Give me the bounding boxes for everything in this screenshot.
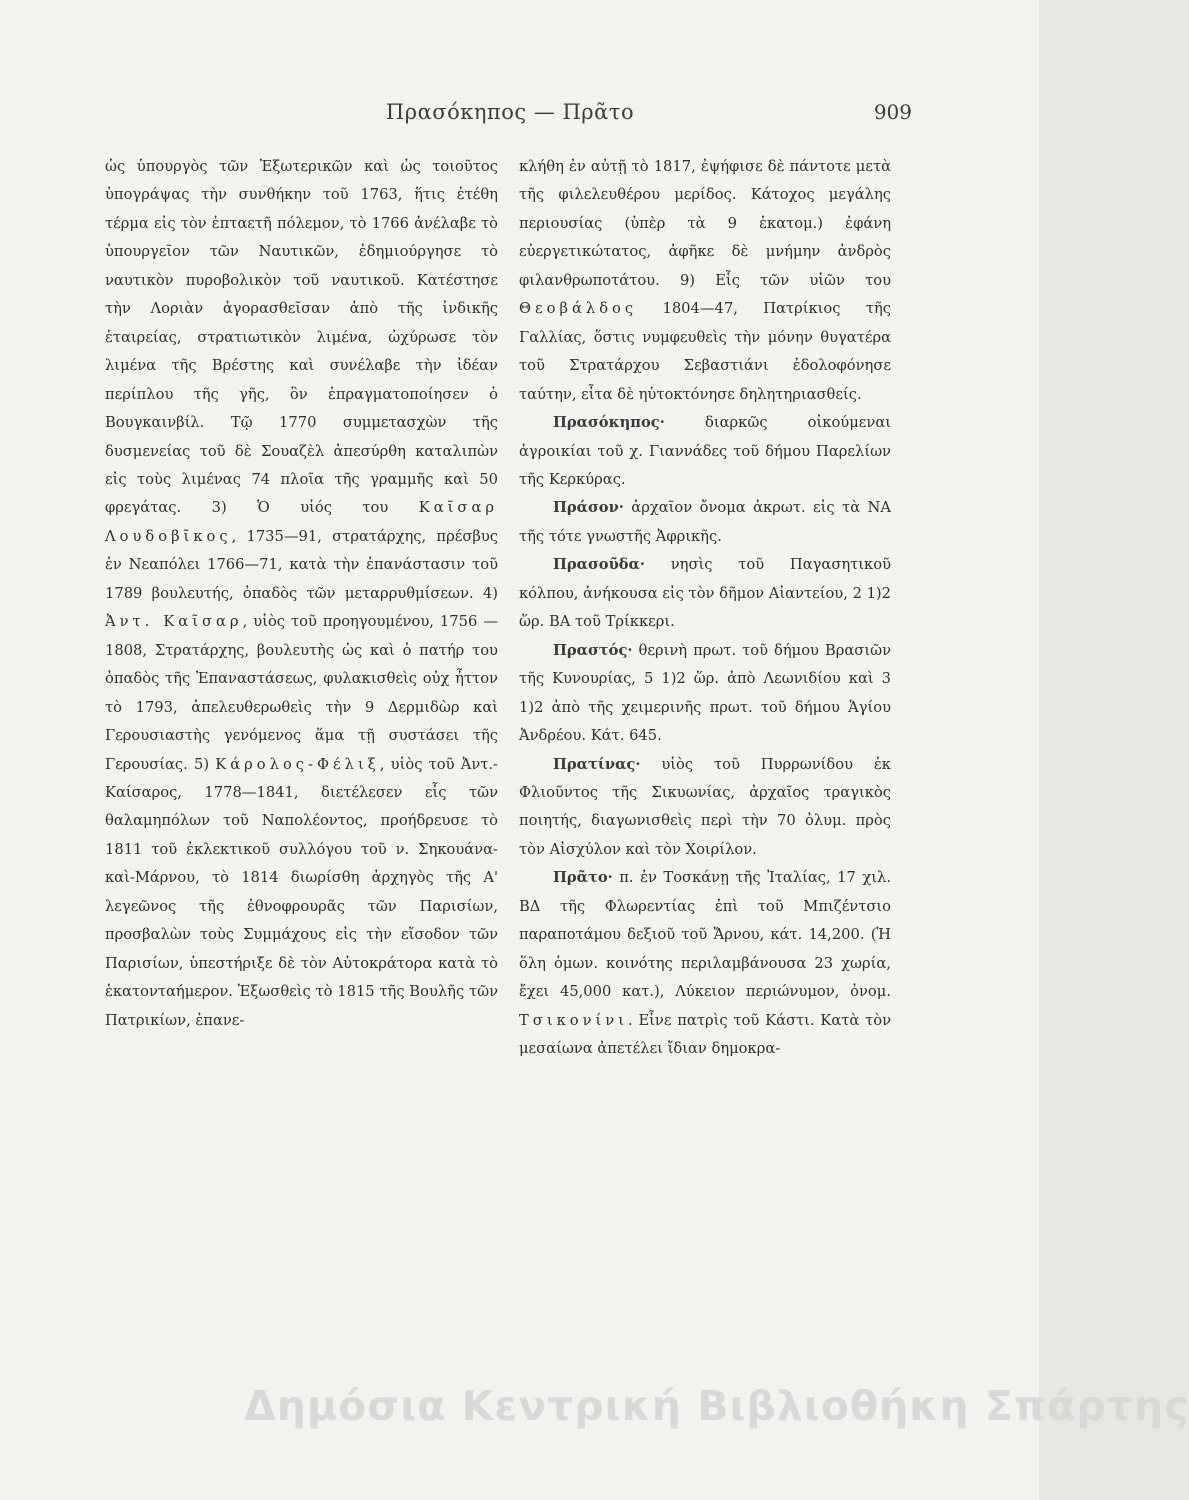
spaced-name: Καῖσαρ Λουδοβῖκος: [105, 499, 498, 545]
entry-pratinas: [519, 751, 891, 865]
running-title: Πρασόκηπος — Πρᾶτο: [385, 100, 635, 124]
left-column: [105, 153, 498, 1035]
entry-headword: Πρασοῦδα·: [553, 556, 645, 574]
entry-headword: Πρατίνας·: [553, 755, 641, 773]
entry-headword: Πρασόκηπος·: [553, 414, 665, 432]
entry-prasouda: [519, 551, 891, 636]
entry-headword: Πράσον·: [553, 499, 624, 517]
entry-text: υἱὸς τοῦ Πυρρωνίδου ἐκ Φλιοῦντος τῆς Σικυωνίας, ἀρχαῖος τραγικὸς ποιητής, διαγωνισθεὶς περὶ τὴν 70 ὀλυμ. πρὸς τὸν Αἰσχύλον καὶ τὸν Χοιρίλον.: [519, 755, 891, 858]
entry-prason: [519, 494, 891, 551]
paragraph-text: , 1735—91, στρατάρχης, πρέσβυς ἐν Νεαπόλει 1766—71, κατὰ τὴν ἐπανάστασιν τοῦ 1789 βουλευτής, ὀπαδὸς τῶν μεταρρυθμίσεων. 4): [105, 527, 498, 602]
paragraph-text: , υἱὸς τοῦ προηγουμένου, 1756 — 1808, Στρατάρχης, βουλευτὴς ὡς καὶ ὁ πατήρ του ὀπαδὸς τῆς Ἐπαναστάσεως, φυλακισθεὶς οὐχ ἧττον τὸ 1793, ἀπελευθερωθεὶς τὴν 9 Δερμιδὼρ καὶ Γερουσιαστὴς γενόμενος ἅμα τῇ συστάσει τῆς Γερουσίας. 5): [105, 613, 499, 773]
entry-text: . Εἶνε πατρὶς τοῦ Κάστι. Κατὰ τὸν μεσαίωνα ἀπετέλει ἴδιαν δημοκρα-: [519, 1011, 891, 1058]
entry-text: π. ἐν Τοσκάνῃ τῆς Ἰταλίας, 17 χιλ. ΒΔ τῆς Φλωρεντίας ἐπὶ τοῦ Μπιζέντσιο παραποτάμου δεξιοῦ τοῦ Ἄρνου, κάτ. 14,200. (Ἡ ὅλη ὁμων. κοινότης περιλαμβάνουσα 23 χωρία, ἔχει 45,000 κατ.), Λύκειον περιώνυμον, ὀνομ.: [519, 869, 891, 1001]
page-number: 909: [873, 100, 912, 124]
entry-text: νησὶς τοῦ Παγασητικοῦ κόλπου, ἀνήκουσα εἰς τὸν δῆμον Αἰαντείου, 2 1)2 ὥρ. ΒΑ τοῦ Τρίκκερι.: [519, 556, 892, 631]
paragraph-text: κλήθη ἐν αὐτῇ τὸ 1817, ἐψήφισε δὲ πάντοτε μετὰ τῆς φιλελευθέρου μερίδος. Κάτοχος μεγάλης περιουσίας (ὑπὲρ τὰ 9 ἑκατομ.) ἐφάνη εὐεργετικώτατος, ἀφῆκε δὲ μνήμην ἀνδρὸς φιλανθρωποτάτου. 9) Εἷς τῶν υἱῶν του: [519, 158, 891, 289]
paragraph-text: , υἱὸς τοῦ Ἀντ.-Καίσαρος, 1778—1841, διετέλεσεν εἷς τῶν θαλαμηπόλων τοῦ Ναπολέοντος, προήδρευσε τὸ 1811 τοῦ ἐκλεκτικοῦ συλλόγου τοῦ ν. Σηκουάνα-καὶ-Μάρνου, τὸ 1814 διωρίσθη ἀρχηγὸς τῆς Α' λεγεῶνος τῆς ἐθνοφρουρᾶς τῶν Παρισίων, προσβαλὼν τοὺς Συμμάχους εἰς τὴν εἴσοδον τῶν Παρισίων, ὑπεστήριξε δὲ τὸν Αὐτοκράτορα κατὰ τὸ ἑκατονταήμερον. Ἐξωσθεὶς τὸ 1815 τῆς Βουλῆς τῶν Πατρικίων, ἐπανε-: [105, 755, 498, 1029]
right-column: [519, 153, 891, 1064]
library-watermark: Δημόσια Κεντρική Βιβλιοθήκη Σπάρτης: [244, 1382, 1189, 1430]
entry-text: θερινὴ πρωτ. τοῦ δήμου Βρασιῶν τῆς Κυνουρίας, 5 1)2 ὥρ. ἀπὸ Λεωνιδίου καὶ 3 1)2 ἀπὸ τῆς χειμερινῆς πρωτ. τοῦ δήμου Ἁγίου Ἀνδρέου. Κάτ. 645.: [519, 641, 891, 745]
continuation-paragraph: [519, 153, 891, 409]
continuation-paragraph: [105, 153, 498, 1035]
page-header: [100, 100, 920, 140]
entry-headword: Πρᾶτο·: [553, 869, 613, 887]
entry-headword: Πραστός·: [553, 641, 633, 659]
entry-prato: [519, 864, 891, 1063]
entry-prasokipos: [519, 409, 891, 494]
entry-prastos: [519, 637, 891, 751]
paragraph-text: ὡς ὑπουργὸς τῶν Ἐξωτερικῶν καὶ ὡς τοιοῦτος ὑπογράψας τὴν συνθήκην τοῦ 1763, ἥτις ἐτέθη τέρμα εἰς τὸν ἑπταετῆ πόλεμον, τὸ 1766 ἀνέλαβε τὸ ὑπουργεῖον τῶν Ναυτικῶν, ἐδημιούργησε τὸ ναυτικὸν πυροβολικὸν τοῦ ναυτικοῦ. Κατέστησε τὴν Λοριὰν ἀγορασθεῖσαν ἀπὸ τῆς ἰνδικῆς ἑταιρείας, στρατιωτικὸν λιμένα, ὠχύρωσε τὸν λιμένα τῆς Βρέστης καὶ συνέλαβε τὴν ἰδέαν περίπλου τῆς γῆς, ὃν ἐπραγματοποίησεν ὁ Βουγκαινβίλ. Τῷ 1770 συμμετασχὼν τῆς δυσμενείας τοῦ δὲ Σουαζὲλ ἀπεσύρθη καταλιπὼν εἰς τοὺς λιμένας 74 πλοῖα τῆς γραμμῆς καὶ 50 φρεγάτας. 3) Ὁ υἱός του: [105, 158, 498, 517]
spaced-name: Θεοβάλδος: [519, 300, 638, 318]
paragraph-text: 1804—47, Πατρίκιος τῆς Γαλλίας, ὅστις νυμφευθεὶς τὴν μόνην θυγατέρα τοῦ Στρατάρχου Σεβαστιάνι ἐδολοφόνησε ταύτην, εἶτα δὲ ηὐτοκτόνησε δηλητηριασθείς.: [519, 300, 891, 403]
spaced-name: Κάρολος-Φέλιξ: [215, 755, 380, 773]
spaced-name: Ἀντ. Καῖσαρ: [105, 613, 243, 631]
entry-text: διαρκῶς οἰκούμεναι ἀγροικίαι τοῦ χ. Γιαννάδες τοῦ δήμου Παρελίων τῆς Κερκύρας.: [519, 414, 891, 488]
entry-text: ἀρχαῖον ὄνομα ἀκρωτ. εἰς τὰ ΝΑ τῆς τότε γνωστῆς Ἀφρικῆς.: [519, 499, 891, 545]
spaced-name: Τσικονίνι: [519, 1011, 628, 1029]
